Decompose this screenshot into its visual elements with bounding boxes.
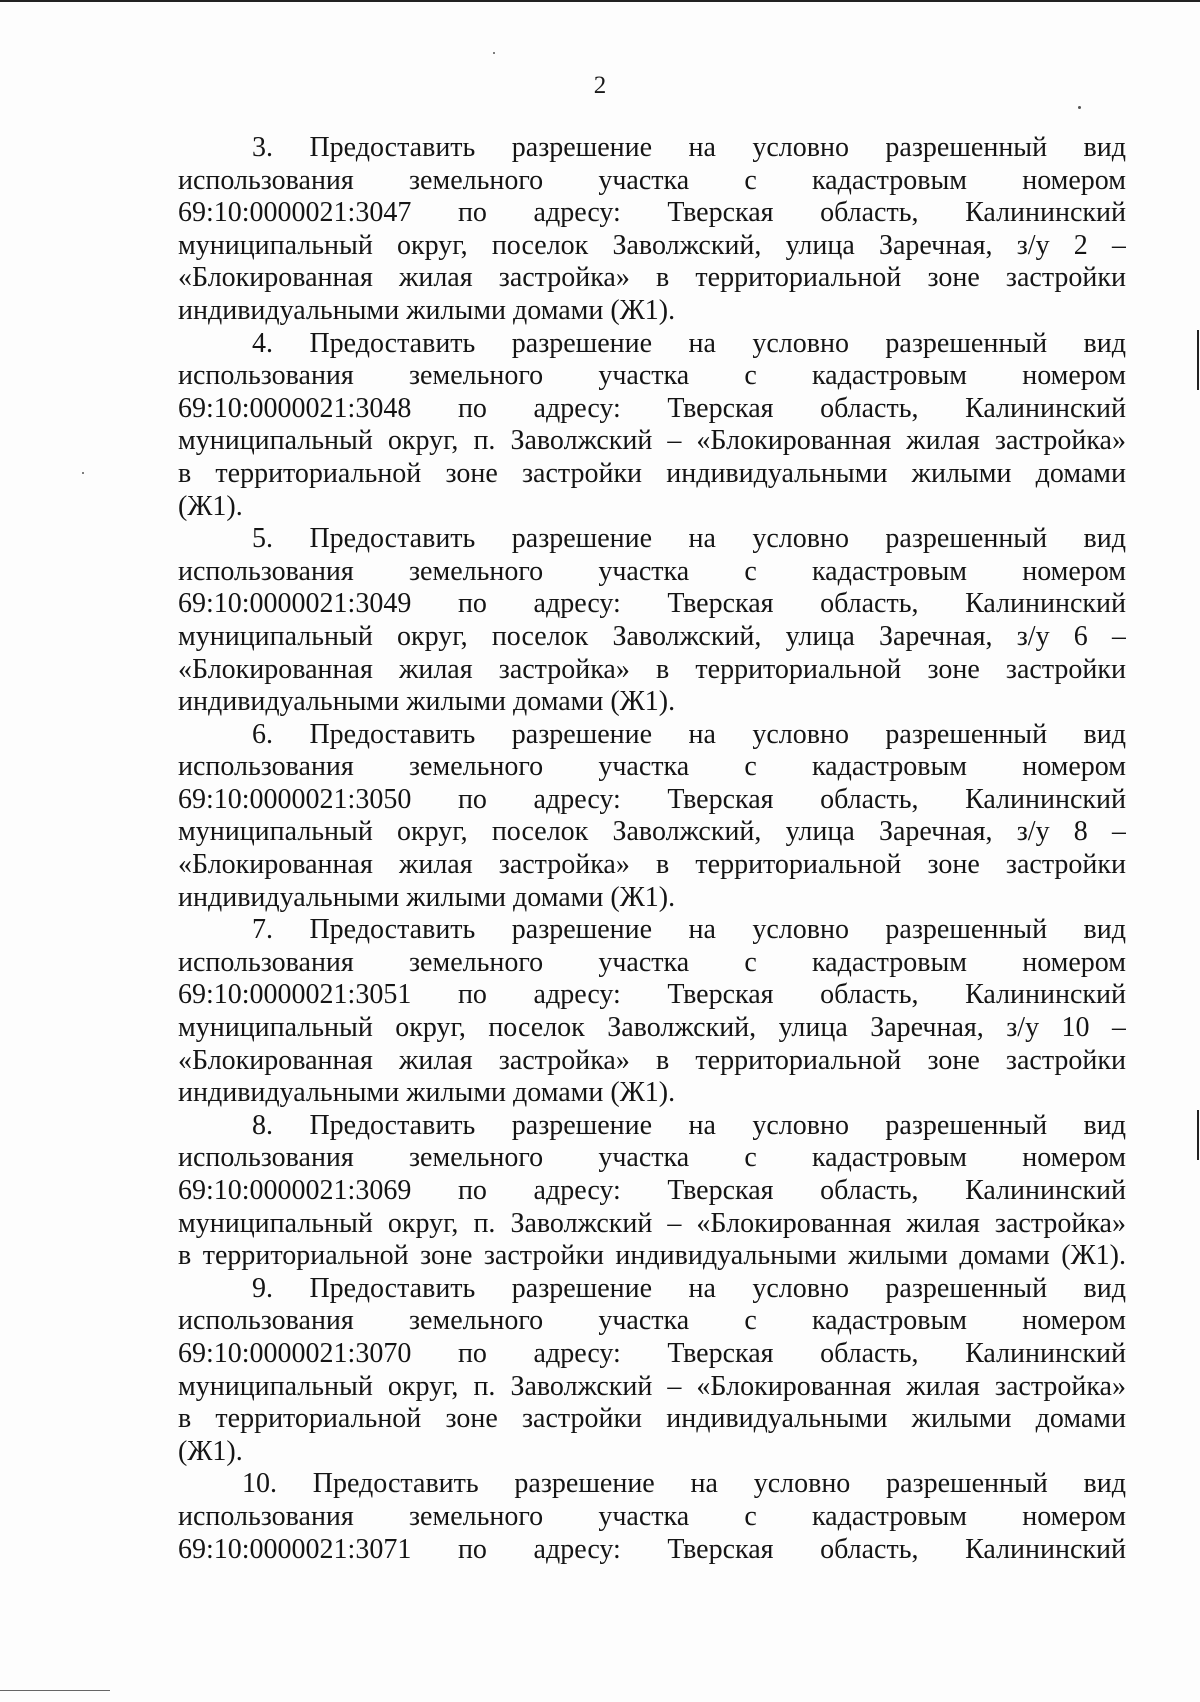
paragraph-line: 8. Предоставить разрешение на условно разрешенный вид: [252, 1109, 1126, 1141]
paragraph-line: «Блокированная жилая застройка» в территориальной зоне застройки: [178, 653, 1126, 685]
paragraph-line: 10. Предоставить разрешение на условно разрешенный вид: [242, 1468, 1126, 1500]
scan-edge-top: [0, 0, 1200, 2]
paragraph-item-6: [178, 719, 1126, 915]
paragraph-item-8: [178, 1110, 1126, 1273]
paragraph-line: 4. Предоставить разрешение на условно разрешенный вид: [252, 327, 1126, 359]
paragraph-item-10: [178, 1468, 1126, 1566]
paragraph-line: 5. Предоставить разрешение на условно разрешенный вид: [252, 523, 1126, 555]
paragraph-line: 69:10:0000021:3047 по адресу: Тверская область, Калининский: [178, 197, 1126, 229]
paragraph-line: использования земельного участка с кадастровым номером: [178, 164, 1126, 196]
paragraph-line: 69:10:0000021:3070 по адресу: Тверская область, Калининский: [178, 1337, 1126, 1369]
scan-edge-right: [1197, 330, 1199, 390]
paragraph-line: 69:10:0000021:3069 по адресу: Тверская область, Калининский: [178, 1175, 1126, 1206]
paragraph-line: в территориальной зоне застройки индивидуальными жилыми домами: [178, 1403, 1126, 1435]
paragraph-line: использования земельного участка с кадастровым номером: [178, 1142, 1126, 1174]
paragraph-line: в территориальной зоне застройки индивидуальными жилыми домами: [178, 457, 1126, 489]
paragraph-line: 69:10:0000021:3051 по адресу: Тверская область, Калининский: [178, 979, 1126, 1011]
scan-speck: [1078, 106, 1081, 109]
paragraph-line: 69:10:0000021:3071 по адресу: Тверская область, Калининский: [178, 1533, 1126, 1565]
paragraph-line: муниципальный округ, поселок Заволжский, улица Заречная, з/у 2 –: [178, 229, 1126, 261]
paragraph-line: муниципальный округ, поселок Заволжский, улица Заречная, з/у 10 –: [178, 1012, 1126, 1044]
paragraph-line: (Ж1).: [178, 490, 243, 522]
paragraph-line: индивидуальными жилыми домами (Ж1).: [178, 1077, 676, 1109]
paragraph-line: 3. Предоставить разрешение на условно разрешенный вид: [252, 132, 1126, 163]
paragraph-line: индивидуальными жилыми домами (Ж1).: [178, 881, 676, 913]
paragraph-line: 69:10:0000021:3049 по адресу: Тверская область, Калининский: [178, 588, 1126, 620]
page-number: 2: [593, 72, 607, 99]
paragraph-item-4: [178, 328, 1126, 524]
paragraph-line: муниципальный округ, п. Заволжский – «Блокированная жилая застройка»: [178, 1370, 1126, 1402]
paragraph-line: использования земельного участка с кадастровым номером: [178, 946, 1126, 978]
paragraph-item-3: [178, 132, 1126, 328]
paragraph-line: 69:10:0000021:3050 по адресу: Тверская область, Калининский: [178, 783, 1126, 815]
paragraph-line: «Блокированная жилая застройка» в территориальной зоне застройки: [178, 1044, 1126, 1076]
paragraph-line: индивидуальными жилыми домами (Ж1).: [178, 294, 676, 326]
paragraph-item-9: [178, 1273, 1126, 1469]
paragraph-line: «Блокированная жилая застройка» в территориальной зоне застройки: [178, 262, 1126, 294]
paragraph-line: использования земельного участка с кадастровым номером: [178, 360, 1126, 392]
paragraph-line: муниципальный округ, поселок Заволжский, улица Заречная, з/у 8 –: [178, 816, 1126, 848]
paragraph-line: 7. Предоставить разрешение на условно разрешенный вид: [252, 914, 1126, 946]
paragraph-line: в территориальной зоне застройки индивидуальными жилыми домами (Ж1).: [178, 1240, 1126, 1272]
paragraph-line: индивидуальными жилыми домами (Ж1).: [178, 686, 676, 718]
paragraph-line: муниципальный округ, п. Заволжский – «Блокированная жилая застройка»: [178, 425, 1126, 457]
scan-edge-right-lower: [1197, 1110, 1199, 1160]
paragraph-line: (Ж1).: [178, 1435, 243, 1467]
paragraph-line: использования земельного участка с кадастровым номером: [178, 1500, 1126, 1532]
paragraph-line: «Блокированная жилая застройка» в территориальной зоне застройки: [178, 849, 1126, 881]
paragraph-line: муниципальный округ, п. Заволжский – «Блокированная жилая застройка»: [178, 1207, 1126, 1239]
paragraph-line: использования земельного участка с кадастровым номером: [178, 1305, 1126, 1337]
paragraph-line: 6. Предоставить разрешение на условно разрешенный вид: [252, 718, 1126, 750]
paragraph-item-5: [178, 523, 1126, 719]
paragraph-line: использования земельного участка с кадастровым номером: [178, 751, 1126, 783]
paragraph-line: 9. Предоставить разрешение на условно разрешенный вид: [252, 1272, 1126, 1304]
paragraph-line: использования земельного участка с кадастровым номером: [178, 555, 1126, 587]
document-body: [178, 132, 1126, 1566]
paragraph-line: муниципальный округ, поселок Заволжский, улица Заречная, з/у 6 –: [178, 620, 1126, 652]
paragraph-item-7: [178, 914, 1126, 1110]
scan-speck: [82, 472, 84, 474]
scan-speck: [493, 52, 495, 54]
paragraph-line: 69:10:0000021:3048 по адресу: Тверская область, Калининский: [178, 392, 1126, 424]
scan-edge-bottom-left: [0, 1690, 110, 1691]
